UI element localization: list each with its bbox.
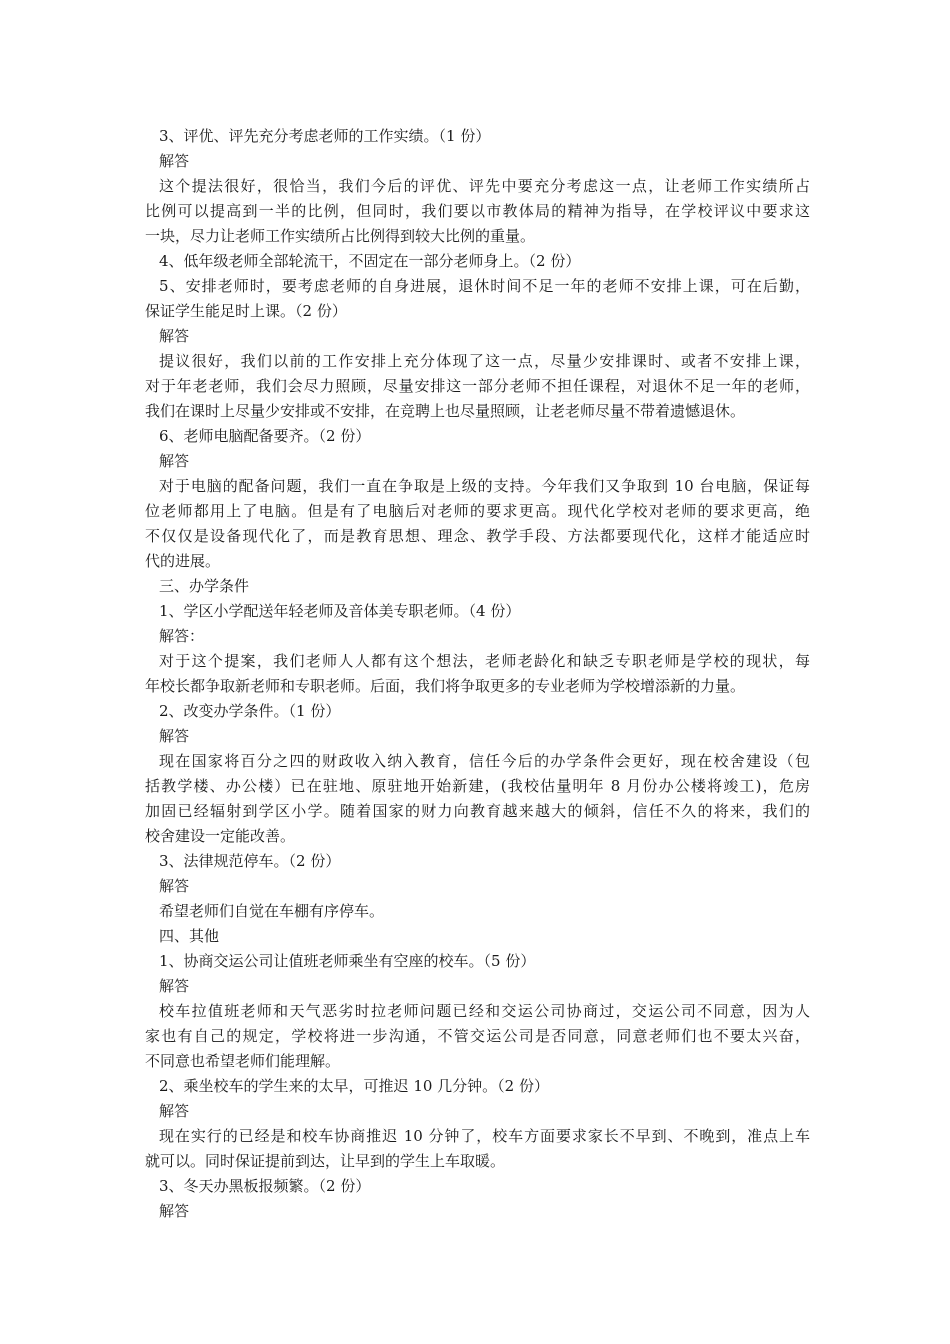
text-line: 2、改变办学条件。（1 份） [159, 702, 341, 720]
paragraph-first-line: 现在国家将百分之四的财政收入纳入教育，信任今后的办学条件会更好，现在校舍建设（包 [159, 752, 810, 770]
text-line: 2、乘坐校车的学生来的太早，可推迟 10 几分钟。（2 份） [159, 1077, 549, 1095]
text-line: 3、法律规范停车。（2 份） [159, 852, 341, 870]
paragraph-first-line: 对于电脑的配备问题，我们一直在争取是上级的支持。今年我们又争取到 10 台电脑，保证每 [159, 477, 810, 495]
paragraph-first-line: 提议很好，我们以前的工作安排上充分体现了这一点，尽量少安排课时、或者不安排上课， [159, 352, 810, 370]
paragraph-last-line: 保证学生能足时上课。（2 份） [145, 302, 347, 320]
text-line: 解答 [159, 152, 190, 170]
paragraph-first-line: 校车拉值班老师和天气恶劣时拉老师问题已经和交运公司协商过，交运公司不同意，因为人 [159, 1002, 810, 1020]
paragraph-first-line: 5、安排老师时，要考虑老师的自身进展，退休时间不足一年的老师不安排上课，可在后勤， [159, 277, 810, 295]
paragraph-first-line: 这个提法很好，很恰当，我们今后的评优、评先中要充分考虑这一点，让老师工作实绩所占 [159, 177, 810, 195]
paragraph-line: 加固已经辐射到学区小学。随着国家的财力向教育越来越大的倾斜，信任不久的将来，我们的 [145, 802, 810, 820]
paragraph-last-line: 代的进展。 [145, 552, 221, 570]
text-line: 解答 [159, 327, 190, 345]
text-line: 解答 [159, 1102, 190, 1120]
text-line: 解答： [159, 627, 205, 645]
paragraph-line: 位老师都用上了电脑。但是有了电脑后对老师的要求更高。现代化学校对老师的要求更高，绝 [145, 502, 810, 520]
paragraph-line: 对于年老老师，我们会尽力照顾，尽量安排这一部分老师不担任课程，对退休不足一年的老师， [145, 377, 810, 395]
paragraph-line: 家也有自己的规定，学校将进一步沟通，不管交运公司是否同意，同意老师们也不要太兴奋， [145, 1027, 810, 1045]
text-line: 1、学区小学配送年轻老师及音体美专职老师。（4 份） [159, 602, 521, 620]
text-line: 三、办学条件 [159, 577, 250, 595]
text-line: 解答 [159, 1202, 190, 1220]
paragraph-last-line: 不同意也希望老师们能理解。 [145, 1052, 341, 1070]
text-line: 解答 [159, 977, 190, 995]
text-line: 解答 [159, 452, 190, 470]
paragraph-line: 不仅仅是设备现代化了，而是教育思想、理念、教学手段、方法都要现代化，这样才能适应时 [145, 527, 810, 545]
text-line: 解答 [159, 877, 190, 895]
document-page [145, 124, 810, 1224]
paragraph-last-line: 校舍建设一定能改善。 [145, 827, 296, 845]
paragraph-line: 比例可以提高到一半的比例，但同时，我们要以市教体局的精神为指导，在学校评议中要求这 [145, 202, 810, 220]
paragraph-first-line: 对于这个提案，我们老师人人都有这个想法，老师老龄化和缺乏专职老师是学校的现状，每 [159, 652, 810, 670]
text-line: 希望老师们自觉在车棚有序停车。 [159, 902, 385, 920]
text-line: 4、低年级老师全部轮流干，不固定在一部分老师身上。（2 份） [159, 252, 581, 270]
text-line: 6、老师电脑配备要齐。（2 份） [159, 427, 371, 445]
paragraph-last-line: 就可以。同时保证提前到达，让早到的学生上车取暖。 [145, 1152, 506, 1170]
paragraph-line: 括教学楼、办公楼）已在驻地、原驻地开始新建，(我校估量明年 8 月份办公楼将竣工)，危房 [145, 777, 810, 795]
text-line: 解答 [159, 727, 190, 745]
paragraph-first-line: 现在实行的已经是和校车协商推迟 10 分钟了，校车方面要求家长不早到、不晚到，准点上车 [159, 1127, 810, 1145]
paragraph-last-line: 我们在课时上尽量少安排或不安排，在竞聘上也尽量照顾，让老老师尽量不带着遗憾退休。 [145, 402, 746, 420]
text-line: 3、评优、评先充分考虑老师的工作实绩。（1 份） [159, 127, 491, 145]
text-line: 四、其他 [159, 927, 220, 945]
text-line: 3、冬天办黑板报频繁。（2 份） [159, 1177, 371, 1195]
text-line: 1、协商交运公司让值班老师乘坐有空座的校车。（5 份） [159, 952, 536, 970]
paragraph-last-line: 一块，尽力让老师工作实绩所占比例得到较大比例的重量。 [145, 227, 536, 245]
paragraph-last-line: 年校长都争取新老师和专职老师。后面，我们将争取更多的专业老师为学校增添新的力量。 [145, 677, 746, 695]
